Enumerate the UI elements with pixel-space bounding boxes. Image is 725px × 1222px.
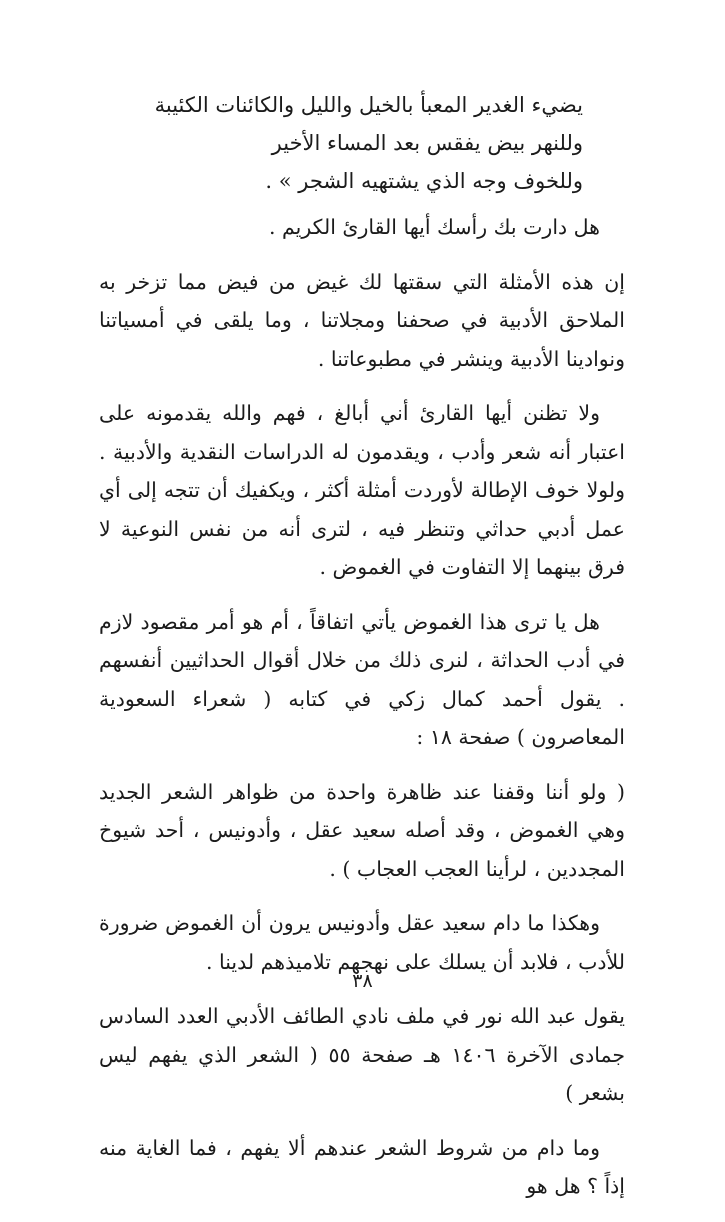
paragraph: هل يا ترى هذا الغموض يأتي اتفاقاً ، أم هو أمر مقصود لازم في أدب الحداثة ، لنرى ذلك من خلال أقوال الحداثيين أنفسهم . يقول أحمد كمال زكي في كتابه ( شعراء السعودية المعاصرون ) صفحة ١٨ : [99,609,625,749]
poem-line: وللنهر بيض يفقس بعد المساء الأخير [271,131,583,155]
paragraph: يقول عبد الله نور في ملف نادي الطائف الأدبي العدد السادس جمادى الآخرة ١٤٠٦ هـ صفحة ٥٥ ( الشعر الذي يفهم ليس بشعر ) [99,1004,625,1105]
quotation-paragraph: ( ولو أننا وقفنا عند ظاهرة واحدة من ظواهر الشعر الجديد وهي الغموض ، وقد أصله سعيد عقل ، وأدونيس ، أحد شيوخ المجددين ، لرأينا العجب العجاب ) . [99,779,625,881]
paragraph: وهكذا ما دام سعيد عقل وأدونيس يرون أن الغموض ضرورة للأدب ، فلابد أن يسلك على نهجهم تلاميذهم لدينا . [99,911,625,974]
poem-line: يضيء الغدير المعبأ بالخيل والليل والكائنات الكئيبة [154,93,583,117]
page-number: ٣٨ [352,970,373,992]
paragraph: ولا تظنن أيها القارئ أني أبالغ ، فهم والله يقدمونه على اعتبار أنه شعر وأدب ، ويقدمون له الدراسات النقدية والأدبية . ولولا خوف الإطالة لأوردت أمثلة أكثر ، ويكفيك أن تتجه إلى أي عمل أدبي حداثي وتنظر فيه ، لترى أنه من نفس النوعية لا فرق بينهما إلا التفاوت في الغموض . [99,401,625,579]
poem-line: وللخوف وجه الذي يشتهيه الشجر » . [265,169,583,193]
paragraph: هل دارت بك رأسك أيها القارئ الكريم . [268,215,600,239]
paragraph: إن هذه الأمثلة التي سقتها لك غيض من فيض مما تزخر به الملاحق الأدبية في صحفنا ومجلاتنا ، وما يلقى في أمسياتنا ونوادينا الأدبية وينشر في مطبوعاتنا . [99,269,625,371]
paragraph: وما دام من شروط الشعر عندهم ألا يفهم ، فما الغاية منه إذاً ؟ هل هو [99,1135,625,1198]
body-text [99,208,625,1222]
poem-quote [123,86,583,200]
